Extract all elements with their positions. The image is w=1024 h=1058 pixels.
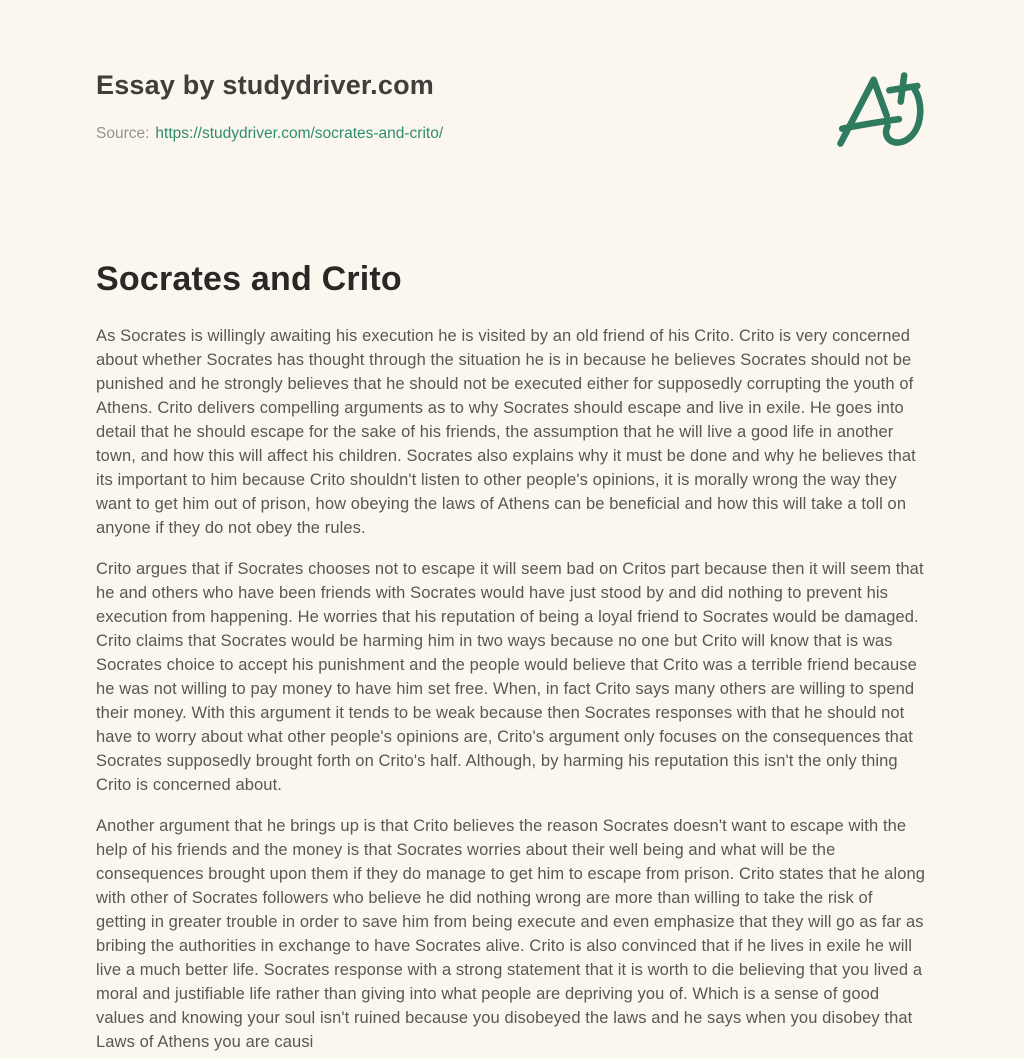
studydriver-a-plus-logo-icon [830, 65, 926, 161]
source-label: Source: [96, 125, 150, 143]
essay-paragraph-1: As Socrates is willingly awaiting his execution he is visited by an old friend of his Crito. Crito is very concerned about whether Socrates has thought through the situation he is in because he believes Socrates should not be punished and he strongly believes that he should not be executed either for supposedly corrupting the youth of Athens. Crito delivers compelling arguments as to why Socrates should escape and live in exile. He goes into detail that he should escape for the sake of his friends, the assumption that he will live a good life in another town, and how this will affect his children. Socrates also explains why it must be done and why he believes that its important to him because Crito shouldn't listen to other people's opinions, it is morally wrong the way they want to get him out of prison, how obeying the laws of Athens can be beneficial and how this will take a toll on anyone if they do not obey the rules. [96, 326, 916, 537]
essay-title: Socrates and Crito [96, 260, 402, 298]
source-link[interactable]: https://studydriver.com/socrates-and-crito/ [155, 125, 444, 143]
header-text-block [96, 70, 443, 144]
essay-paragraph-3: Another argument that he brings up is that Crito believes the reason Socrates doesn't want to escape with the help of his friends and the money is that Socrates worries about their well being and what will be the consequences brought upon them if they do manage to get him to escape from prison. Crito states that he along with other of Socrates followers who believe he did nothing wrong are more than willing to take the risk of getting in greater trouble in order to save him from being execute and even emphasize that they will go as far as bribing the authorities in exchange to have Socrates alive. Crito is also convinced that if he lives in exile he will live a much better life. Socrates response with a strong statement that it is worth to die believing that you lived a moral and justifiable life rather than giving into what people are depriving you of. Which is a sense of good values and knowing your soul isn't ruined because you disobeyed the laws and he says when you disobey that Laws of Athens you are causi [96, 816, 926, 1051]
page-header [96, 70, 926, 161]
page-title: Essay by studydriver.com [96, 70, 434, 100]
essay-paragraph-2: Crito argues that if Socrates chooses not to escape it will seem bad on Critos part because then it will seem that he and others who have been friends with Socrates would have just stood by and did nothing to prevent his execution from happening. He worries that his reputation of being a loyal friend to Socrates would be damaged. Crito claims that Socrates would be harming him in two ways because no one but Crito will know that is was Socrates choice to accept his punishment and the people would believe that Crito was a terrible friend because he was not willing to pay money to have him set free. When, in fact Crito says many others are willing to spend their money. With this argument it tends to be weak because then Socrates responses with that he should not have to worry about what other people's opinions are, Crito's argument only focuses on the consequences that Socrates supposedly brought forth on Crito's half. Although, by harming his reputation this isn't the only thing Crito is concerned about. [96, 559, 924, 794]
source-row [96, 125, 443, 144]
essay-body [96, 324, 926, 1054]
